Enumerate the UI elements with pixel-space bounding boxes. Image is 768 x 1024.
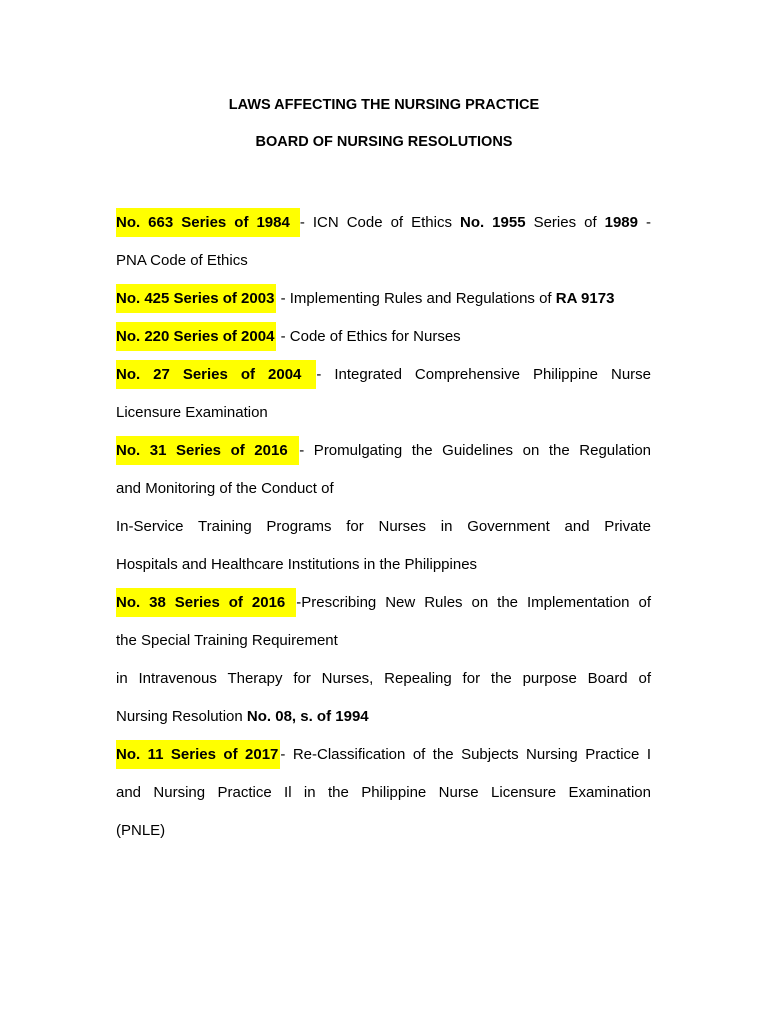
- resolution-text: - Promulgating the Guidelines on the Regulation: [299, 442, 652, 459]
- resolution-entry: [116, 318, 651, 356]
- resolution-number: No. 38 Series of 2016: [116, 588, 296, 617]
- resolution-text: - ICN Code of Ethics: [299, 214, 460, 231]
- resolution-entry: [116, 204, 651, 242]
- resolution-text: Series of: [525, 214, 605, 231]
- resolution-text: Nursing Resolution: [116, 708, 247, 725]
- resolution-entry: [116, 584, 651, 622]
- resolution-number: No. 425 Series of 2003: [116, 284, 276, 313]
- resolution-entry: [116, 280, 651, 318]
- resolution-number: No. 27 Series of 2004: [116, 360, 316, 389]
- resolution-continuation: in Intravenous Therapy for Nurses, Repealing for the purpose Board of: [116, 670, 651, 687]
- resolution-continuation: [116, 698, 651, 736]
- resolution-continuation: In-Service Training Programs for Nurses in Government and Private: [116, 518, 651, 535]
- resolution-entry: [116, 736, 651, 774]
- resolution-continuation: the Special Training Requirement: [116, 632, 338, 649]
- resolution-number: No. 220 Series of 2004: [116, 322, 276, 351]
- resolution-text: -Prescribing New Rules on the Implementation of: [296, 594, 651, 611]
- resolution-continuation: (PNLE): [116, 822, 166, 839]
- resolution-continuation: Licensure Examination: [116, 404, 268, 421]
- resolution-text: - Re-Classification of the Subjects Nursing Practice I: [280, 746, 651, 763]
- resolution-entry: [116, 432, 651, 470]
- resolution-number: No. 31 Series of 2016: [116, 436, 299, 465]
- document-subtitle: BOARD OF NURSING RESOLUTIONS: [255, 134, 513, 150]
- resolution-text: - Implementing Rules and Regulations of: [276, 290, 556, 307]
- resolution-ref-bold: 1989: [604, 214, 638, 231]
- resolution-text: - Integrated Comprehensive Philippine Nurse: [316, 366, 651, 383]
- resolutions-list: [116, 204, 651, 850]
- resolution-continuation: and Nursing Practice Il in the Philippine Nurse Licensure Examination: [116, 784, 651, 801]
- document-title: LAWS AFFECTING THE NURSING PRACTICE: [228, 97, 540, 113]
- resolution-continuation: Hospitals and Healthcare Institutions in the Philippines: [116, 556, 478, 573]
- resolution-number: No. 11 Series of 2017: [116, 740, 280, 769]
- resolution-text: -: [638, 214, 652, 231]
- resolution-number: No. 663 Series of 1984: [116, 208, 300, 237]
- resolution-ref-bold: RA 9173: [555, 290, 615, 307]
- resolution-ref-bold: No. 08, s. of 1994: [246, 708, 369, 725]
- resolution-entry: [116, 356, 651, 394]
- resolution-text: - Code of Ethics for Nurses: [276, 328, 461, 345]
- resolution-continuation: PNA Code of Ethics: [116, 252, 248, 269]
- resolution-continuation: and Monitoring of the Conduct of: [116, 480, 334, 497]
- resolution-ref-bold: No. 1955: [459, 214, 526, 231]
